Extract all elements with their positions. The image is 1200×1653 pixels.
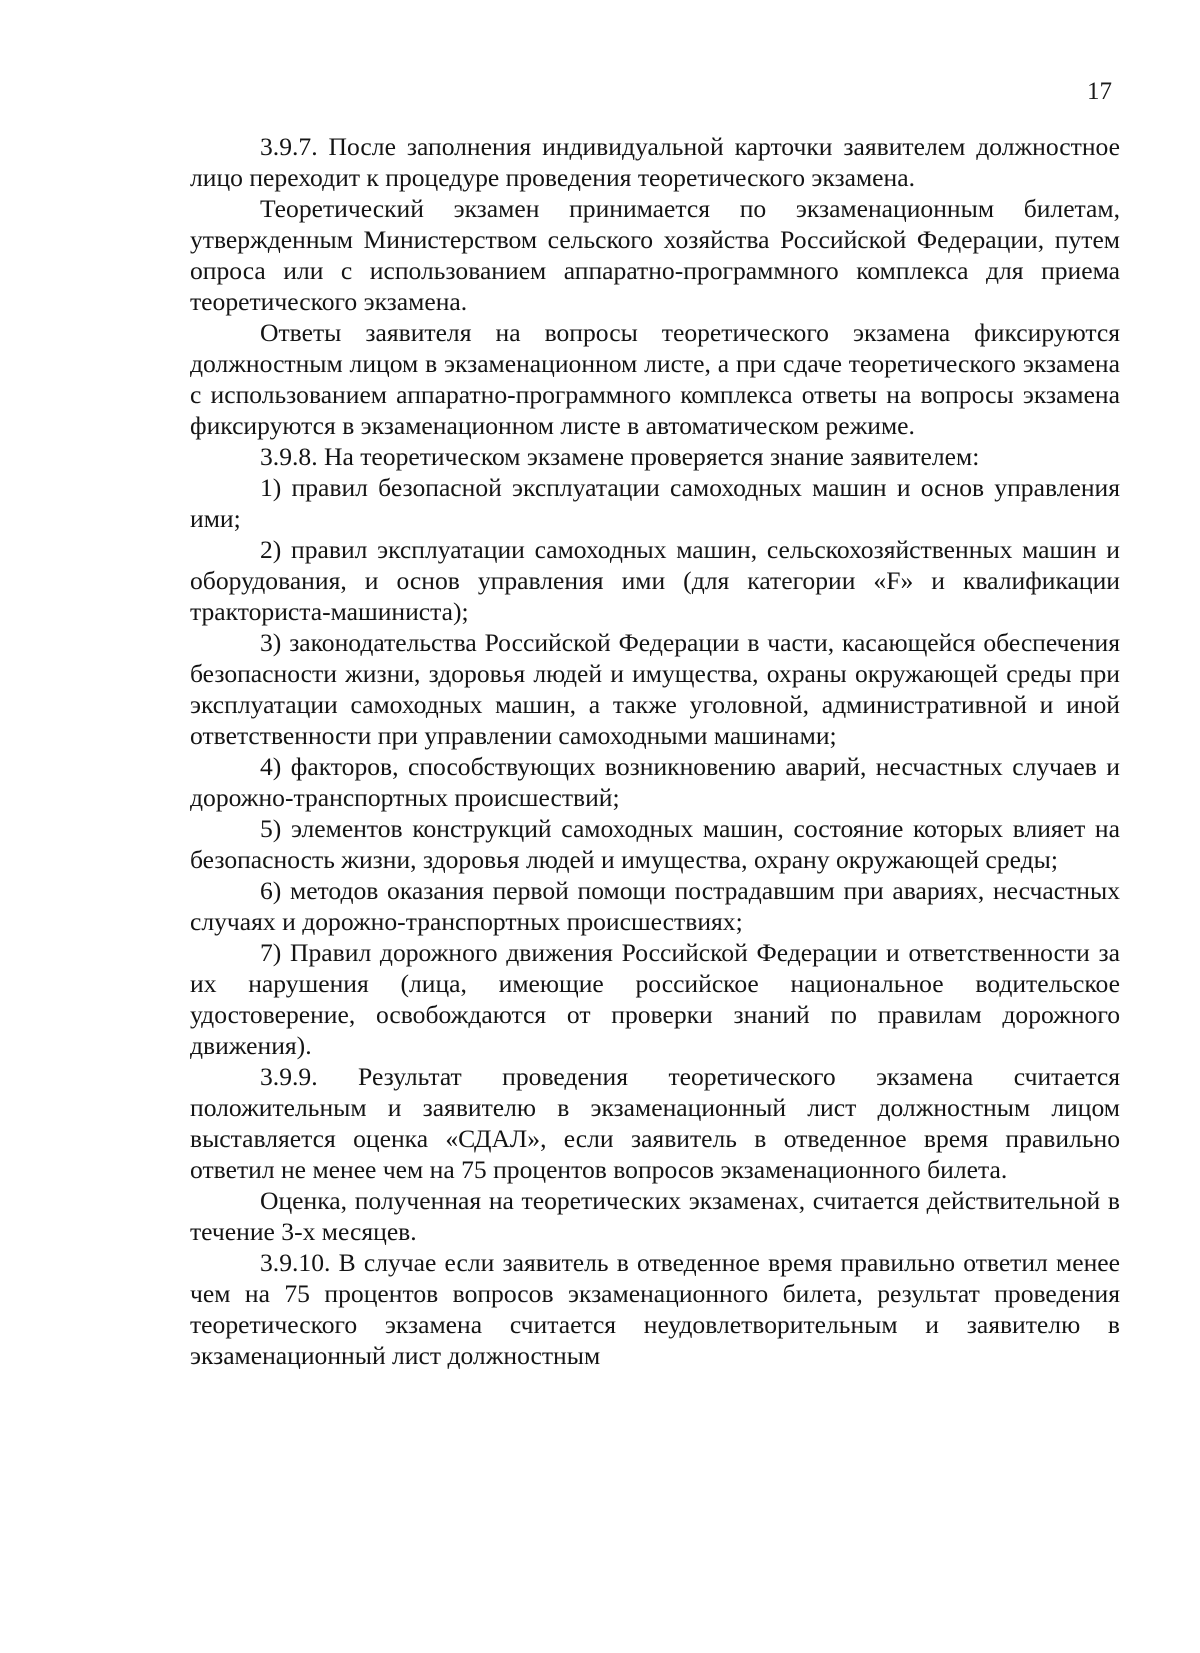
list-item-7: 7) Правил дорожного движения Российской Федерации и ответственности за их нарушения (лица, имеющие российское национальное водительское удостоверение, освобождаются от проверки знаний по правилам дорожного движения). xyxy=(190,938,1120,1060)
paragraph-theory-exam: Теоретический экзамен принимается по экзаменационным билетам, утвержденным Министерством сельского хозяйства Российской Федерации, путем опроса или с использованием аппаратно-программного комплекса для приема теоретического экзамена. xyxy=(190,194,1120,316)
page-number: 17 xyxy=(1087,78,1112,105)
body-text xyxy=(190,131,1120,1371)
list-item-4: 4) факторов, способствующих возникновению аварий, несчастных случаев и дорожно-транспортных происшествий; xyxy=(190,752,1120,812)
list-item-1: 1) правил безопасной эксплуатации самоходных машин и основ управления ими; xyxy=(190,473,1120,533)
paragraph-3-9-7: 3.9.7. После заполнения индивидуальной карточки заявителем должностное лицо переходит к процедуре проведения теоретического экзамена. xyxy=(190,132,1120,192)
list-item-6: 6) методов оказания первой помощи пострадавшим при авариях, несчастных случаях и дорожно-транспортных происшествиях; xyxy=(190,876,1120,936)
paragraph-3-9-10: 3.9.10. В случае если заявитель в отведенное время правильно ответил менее чем на 75 процентов вопросов экзаменационного билета, результат проведения теоретического экзамена считается неудовлетворительным и заявителю в экзаменационный лист должностным xyxy=(190,1248,1120,1370)
list-item-2: 2) правил эксплуатации самоходных машин, сельскохозяйственных машин и оборудования, и основ управления ими (для категории «F» и квалификации тракториста-машиниста); xyxy=(190,535,1120,626)
paragraph-validity: Оценка, полученная на теоретических экзаменах, считается действительной в течение 3-х месяцев. xyxy=(190,1186,1120,1246)
paragraph-3-9-8: 3.9.8. На теоретическом экзамене проверяется знание заявителем: xyxy=(260,442,980,471)
paragraph-3-9-9: 3.9.9. Результат проведения теоретического экзамена считается положительным и заявителю в экзаменационный лист должностным лицом выставляется оценка «СДАЛ», если заявитель в отведенное время правильно ответил не менее чем на 75 процентов вопросов экзаменационного билета. xyxy=(190,1062,1120,1184)
list-item-5: 5) элементов конструкций самоходных машин, состояние которых влияет на безопасность жизни, здоровья людей и имущества, охрану окружающей среды; xyxy=(190,814,1120,874)
paragraph-answers: Ответы заявителя на вопросы теоретического экзамена фиксируются должностным лицом в экзаменационном листе, а при сдаче теоретического экзамена с использованием аппаратно-программного комплекса ответы на вопросы экзамена фиксируются в экзаменационном листе в автоматическом режиме. xyxy=(190,318,1120,440)
list-item-3: 3) законодательства Российской Федерации в части, касающейся обеспечения безопасности жизни, здоровья людей и имущества, охраны окружающей среды при эксплуатации самоходных машин, а также уголовной, административной и иной ответственности при управлении самоходными машинами; xyxy=(190,628,1120,750)
